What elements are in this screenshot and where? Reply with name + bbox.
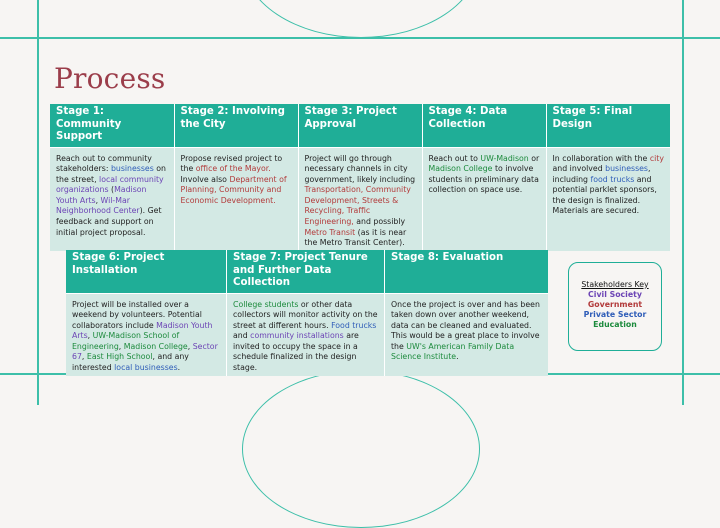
body-text: to involve students in preliminary data collection on space use. <box>428 164 539 195</box>
key-government: Government <box>587 300 643 309</box>
body-text: In collaboration with the <box>552 153 650 163</box>
body-text: , including <box>552 164 651 184</box>
stakeholder-edu-text: East High School <box>86 352 153 362</box>
stage-7-header: Stage 7: Project Tenure and Further Data Collection <box>227 250 385 293</box>
stakeholder-civil-text: Madison Youth Arts <box>56 185 147 205</box>
body-text: , <box>81 352 87 362</box>
body-text: , <box>187 341 193 351</box>
frame-right-line <box>682 0 684 405</box>
stage-8-header: Stage 8: Evaluation <box>385 250 549 293</box>
body-text: or <box>528 153 540 163</box>
stages-table-top <box>50 104 670 251</box>
body-text: and involved <box>552 164 606 174</box>
page-title: Process <box>54 62 166 95</box>
stakeholder-edu-text: Madison College <box>123 341 188 351</box>
stakeholder-edu-text: UW-Madison School of Engineering <box>72 331 180 351</box>
stakeholder-priv-text: Food trucks <box>331 320 377 330</box>
body-text: Reach out to <box>428 153 481 163</box>
stage-5-body <box>546 147 670 251</box>
stage-1-header: Stage 1: Community Support <box>50 104 174 147</box>
body-text: , <box>118 341 124 351</box>
body-text: Project will go through necessary channels in city government, likely including <box>304 153 416 184</box>
stage-3-body <box>298 147 422 251</box>
body-text: ( <box>108 185 115 195</box>
stakeholder-civil-text: Wil-Mar Neighborhood Center <box>56 195 140 216</box>
stakeholders-key <box>568 262 662 351</box>
key-education: Education <box>593 320 637 329</box>
body-text: on the street, <box>56 164 166 184</box>
stakeholder-civil-text: Sector 67 <box>72 341 218 362</box>
stage-2-header: Stage 2: Involving the City <box>174 104 298 147</box>
body-text: and potential parklet sponsors, the design is finalized. Materials are secured. <box>552 174 657 216</box>
stakeholder-gov-text: office of the Mayor. <box>195 164 271 174</box>
stakeholder-edu-text: Madison College <box>428 164 493 174</box>
stage-7-body <box>227 293 385 376</box>
stage-2-body <box>174 147 298 251</box>
stakeholder-priv-text: food trucks <box>590 174 635 184</box>
body-text: , and any interested <box>72 352 189 373</box>
body-text: ). Get feedback and support on initial project proposal. <box>56 206 162 237</box>
body-text: , <box>87 331 93 341</box>
stage-8-body <box>385 293 549 376</box>
stakeholder-civil-text: community installations <box>250 331 344 341</box>
stakeholder-gov-text: city <box>649 153 664 163</box>
body-text: . <box>456 352 459 362</box>
stakeholder-gov-text: Department of Planning, Community and Economic Development. <box>180 174 287 205</box>
body-text: , <box>95 195 101 205</box>
stage-6-body <box>66 293 227 376</box>
body-text: . <box>177 363 181 373</box>
stakeholder-edu-text: College students <box>233 299 299 309</box>
body-text: Reach out to community stakeholders: <box>56 153 152 174</box>
stakeholder-civil-text: local community organizations <box>56 174 164 195</box>
body-text: or other data collectors will monitor activity on the street at different hours. <box>233 299 378 330</box>
key-private-sector: Private Sector <box>583 310 647 319</box>
stage-3-header: Stage 3: Project Approval <box>298 104 422 147</box>
body-text: Once the project is over and has been taken down over another weekend, data can be cleaned and evaluated. This would be a great place to involve the <box>391 299 540 351</box>
key-civil-society: Civil Society <box>588 290 642 299</box>
stage-4-body <box>422 147 546 251</box>
body-text: Project will be installed over a weekend by volunteers. Potential collaborators include <box>72 299 202 330</box>
body-text: are invited to occupy the space in a schedule finalized in the design stage. <box>233 331 359 373</box>
frame-left-line <box>37 0 39 405</box>
top-arc <box>242 0 480 38</box>
stakeholder-priv-text: businesses <box>110 164 154 174</box>
stages-table-bottom <box>66 250 548 376</box>
stakeholder-priv-text: businesses <box>605 164 648 174</box>
stage-1-body <box>50 147 174 251</box>
stakeholder-edu-text: UW-Madison <box>480 153 529 163</box>
stakeholder-civil-text: Madison Youth Arts <box>72 320 213 341</box>
body-text: and <box>233 331 251 341</box>
body-text: Propose revised project to the <box>180 153 283 174</box>
stakeholder-edu-text: UW's American Family Data Science Institute <box>391 341 515 362</box>
key-title: Stakeholders Key <box>581 280 649 289</box>
stage-6-header: Stage 6: Project Installation <box>66 250 227 293</box>
stage-5-header: Stage 5: Final Design <box>546 104 670 147</box>
stakeholder-gov-text: Metro Transit <box>304 227 356 237</box>
body-text: Involve also <box>180 174 230 184</box>
stage-4-header: Stage 4: Data Collection <box>422 104 546 147</box>
body-text: (as it is near the Metro Transit Center). <box>304 227 407 248</box>
bottom-arc <box>242 370 480 528</box>
body-text: and possibly <box>353 217 406 227</box>
stakeholder-priv-text: local businesses <box>114 363 178 373</box>
stakeholder-gov-text: Transportation, Community Development, Streets & Recycling, Traffic Engineering, <box>304 185 411 227</box>
